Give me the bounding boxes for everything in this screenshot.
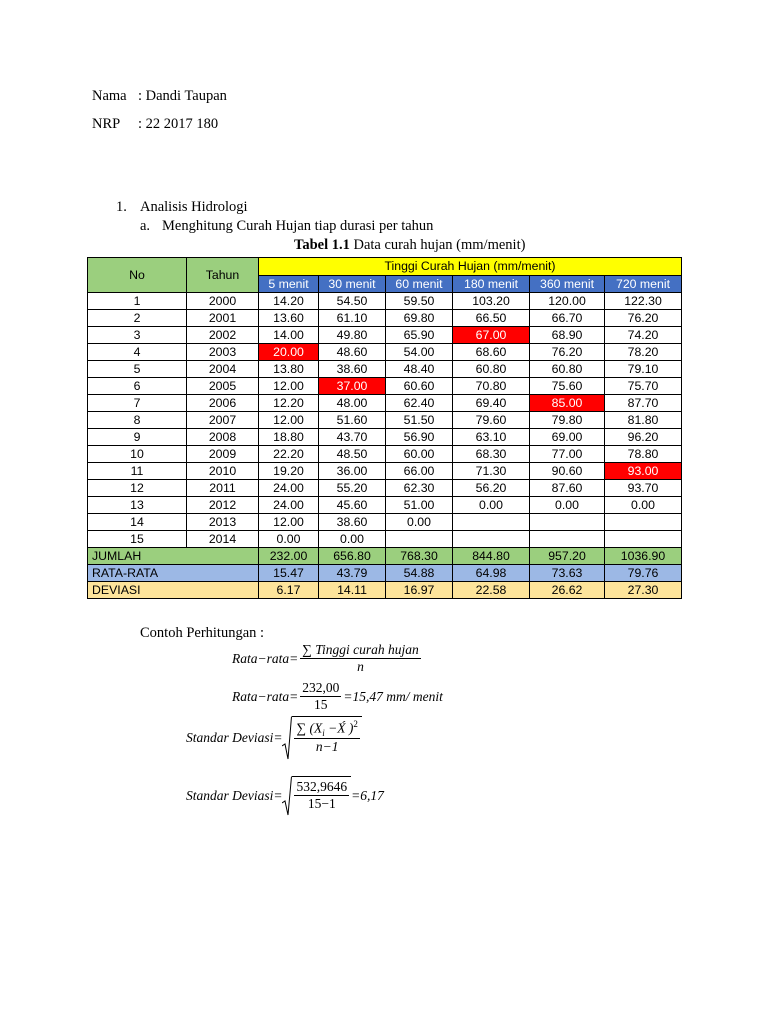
- rainfall-value: 120.00: [530, 293, 605, 310]
- row-number: 14: [88, 514, 187, 531]
- table-row: [88, 344, 682, 361]
- rainfall-value: 56.90: [386, 429, 453, 446]
- formula-stdev-value-fraction: [294, 779, 349, 812]
- rainfall-value: 20.00: [259, 344, 319, 361]
- rainfall-value: 68.60: [453, 344, 530, 361]
- formula-stdev-value-radical: [282, 776, 351, 816]
- table-row: [88, 361, 682, 378]
- rainfall-value: 68.30: [453, 446, 530, 463]
- name-label: Nama: [92, 88, 127, 104]
- radical-sign-icon: [282, 716, 292, 760]
- row-year: 2000: [187, 293, 259, 310]
- row-number: 15: [88, 531, 187, 548]
- rainfall-value: 18.80: [259, 429, 319, 446]
- row-year: 2009: [187, 446, 259, 463]
- section-heading: [116, 199, 248, 216]
- rainfall-value: 60.80: [530, 361, 605, 378]
- row-year: 2012: [187, 497, 259, 514]
- header-no: No: [88, 258, 187, 293]
- rainfall-value: 93.70: [605, 480, 682, 497]
- rainfall-value: 56.20: [453, 480, 530, 497]
- row-number: 13: [88, 497, 187, 514]
- row-year: 2011: [187, 480, 259, 497]
- subsection-letter: a.: [140, 218, 151, 234]
- formula-mean-value-denominator: 15: [314, 697, 328, 712]
- rainfall-value: 45.60: [319, 497, 386, 514]
- nrp-line: [92, 116, 218, 133]
- formula-stdev-fraction: [294, 719, 359, 755]
- rainfall-value: 51.00: [386, 497, 453, 514]
- rainfall-value: 69.00: [530, 429, 605, 446]
- row-number: 3: [88, 327, 187, 344]
- rainfall-value: 48.00: [319, 395, 386, 412]
- rainfall-value: 66.70: [530, 310, 605, 327]
- formula-mean-lhs: Rata−rata=: [232, 650, 299, 666]
- table-row: [88, 531, 682, 548]
- rainfall-table: [87, 257, 682, 599]
- row-number: 8: [88, 412, 187, 429]
- rainfall-value: 48.60: [319, 344, 386, 361]
- summary-value: 14.11: [319, 582, 386, 599]
- row-year: 2007: [187, 412, 259, 429]
- rainfall-value: [605, 514, 682, 531]
- rainfall-value: 36.00: [319, 463, 386, 480]
- example-title: Contoh Perhitungan :: [140, 625, 265, 641]
- table-row: [88, 412, 682, 429]
- rainfall-value: 90.60: [530, 463, 605, 480]
- rainfall-value: 48.50: [319, 446, 386, 463]
- rainfall-value: 76.20: [530, 344, 605, 361]
- row-year: 2003: [187, 344, 259, 361]
- summary-value: 1036.90: [605, 548, 682, 565]
- header-group: Tinggi Curah Hujan (mm/menit): [259, 258, 682, 276]
- formula-stdev-radical: [282, 716, 361, 760]
- summary-value: 26.62: [530, 582, 605, 599]
- rainfall-value: 78.20: [605, 344, 682, 361]
- rainfall-value: [453, 514, 530, 531]
- rainfall-value: 60.00: [386, 446, 453, 463]
- table-caption-text: Data curah hujan (mm/menit): [349, 237, 526, 253]
- rainfall-value: 61.10: [319, 310, 386, 327]
- row-year: 2005: [187, 378, 259, 395]
- summary-value: 79.76: [605, 565, 682, 582]
- summary-value: 22.58: [453, 582, 530, 599]
- rainfall-value: 12.00: [259, 412, 319, 429]
- name-value: : Dandi Taupan: [138, 88, 227, 104]
- rainfall-value: 75.60: [530, 378, 605, 395]
- rainfall-value: 0.00: [530, 497, 605, 514]
- rainfall-value: 38.60: [319, 361, 386, 378]
- row-number: 1: [88, 293, 187, 310]
- rainfall-value: 87.60: [530, 480, 605, 497]
- rainfall-value: 0.00: [386, 514, 453, 531]
- name-line: [92, 88, 227, 105]
- rainfall-value: 67.00: [453, 327, 530, 344]
- rainfall-value: 19.20: [259, 463, 319, 480]
- duration-header: 720 menit: [605, 275, 682, 293]
- rainfall-value: 65.90: [386, 327, 453, 344]
- formula-mean-value-lhs: Rata−rata=: [232, 688, 299, 704]
- rainfall-value: [530, 514, 605, 531]
- table-row: [88, 497, 682, 514]
- duration-header: 30 menit: [319, 275, 386, 293]
- row-number: 2: [88, 310, 187, 327]
- rainfall-value: 14.20: [259, 293, 319, 310]
- rainfall-value: 62.30: [386, 480, 453, 497]
- rainfall-value: 79.80: [530, 412, 605, 429]
- rainfall-value: 0.00: [605, 497, 682, 514]
- row-number: 6: [88, 378, 187, 395]
- formula-mean-numerator: ∑ Tinggi curah hujan: [302, 642, 419, 657]
- rainfall-value: 12.00: [259, 514, 319, 531]
- summary-row: [88, 548, 682, 565]
- formula-stdev-num-sub: i: [322, 728, 325, 739]
- rainfall-value: [530, 531, 605, 548]
- rainfall-value: 54.00: [386, 344, 453, 361]
- rainfall-value: 103.20: [453, 293, 530, 310]
- formula-mean-value-result: =15,47 mm/ menit: [343, 688, 443, 704]
- subsection-title: Menghitung Curah Hujan tiap durasi per tahun: [162, 218, 434, 234]
- summary-value: 16.97: [386, 582, 453, 599]
- table-caption-number: Tabel 1.1: [294, 237, 350, 253]
- summary-value: 15.47: [259, 565, 319, 582]
- table-row: [88, 446, 682, 463]
- rainfall-value: 37.00: [319, 378, 386, 395]
- rainfall-value: 55.20: [319, 480, 386, 497]
- rainfall-value: [605, 531, 682, 548]
- rainfall-value: 76.20: [605, 310, 682, 327]
- row-year: 2014: [187, 531, 259, 548]
- formula-stdev-num-sup: 2: [353, 719, 358, 729]
- row-number: 10: [88, 446, 187, 463]
- rainfall-value: 69.40: [453, 395, 530, 412]
- rainfall-value: 85.00: [530, 395, 605, 412]
- rainfall-value: 66.50: [453, 310, 530, 327]
- rainfall-value: 14.00: [259, 327, 319, 344]
- header-tahun: Tahun: [187, 258, 259, 293]
- row-year: 2013: [187, 514, 259, 531]
- rainfall-value: 79.10: [605, 361, 682, 378]
- rainfall-value: 66.00: [386, 463, 453, 480]
- summary-value: 54.88: [386, 565, 453, 582]
- formula-mean-fraction: [300, 642, 421, 675]
- row-number: 4: [88, 344, 187, 361]
- formula-stdev-value-lhs: Standar Deviasi=: [186, 788, 283, 803]
- rainfall-value: 51.60: [319, 412, 386, 429]
- rainfall-value: 122.30: [605, 293, 682, 310]
- duration-header: 60 menit: [386, 275, 453, 293]
- rainfall-value: 77.00: [530, 446, 605, 463]
- rainfall-value: 79.60: [453, 412, 530, 429]
- rainfall-value: 48.40: [386, 361, 453, 378]
- table-row: [88, 463, 682, 480]
- formula-stdev-value-numerator: 532,9646: [296, 779, 348, 794]
- rainfall-value: 13.80: [259, 361, 319, 378]
- formula-stdev-value-denominator: 15−1: [307, 796, 336, 811]
- table-row: [88, 327, 682, 344]
- duration-header: 5 menit: [259, 275, 319, 293]
- summary-label: RATA-RATA: [88, 565, 259, 582]
- formula-stdev-num-part: ∑ (X: [296, 720, 323, 736]
- summary-value: 768.30: [386, 548, 453, 565]
- duration-header: 360 menit: [530, 275, 605, 293]
- row-year: 2004: [187, 361, 259, 378]
- nrp-label: NRP: [92, 116, 121, 132]
- rainfall-value: 54.50: [319, 293, 386, 310]
- row-number: 5: [88, 361, 187, 378]
- formula-stdev-numerator: [294, 719, 359, 739]
- rainfall-value: 0.00: [259, 531, 319, 548]
- radical-sign-icon: [282, 776, 292, 816]
- section-title: Analisis Hidrologi: [140, 199, 248, 215]
- rainfall-value: 12.00: [259, 378, 319, 395]
- summary-label: JUMLAH: [88, 548, 259, 565]
- rainfall-value: 43.70: [319, 429, 386, 446]
- rainfall-value: 78.80: [605, 446, 682, 463]
- rainfall-value: 49.80: [319, 327, 386, 344]
- rainfall-value: 96.20: [605, 429, 682, 446]
- rainfall-value: 71.30: [453, 463, 530, 480]
- formula-stdev-num-rest: −X́ ): [324, 720, 354, 736]
- row-number: 7: [88, 395, 187, 412]
- summary-row: [88, 582, 682, 599]
- rainfall-value: 13.60: [259, 310, 319, 327]
- formula-stdev-value-result: =6,17: [351, 788, 384, 803]
- summary-value: 232.00: [259, 548, 319, 565]
- row-number: 11: [88, 463, 187, 480]
- summary-value: 6.17: [259, 582, 319, 599]
- rainfall-value: 0.00: [319, 531, 386, 548]
- rainfall-value: 60.80: [453, 361, 530, 378]
- table-row: [88, 310, 682, 327]
- summary-value: 957.20: [530, 548, 605, 565]
- formula-mean-value: [232, 680, 443, 713]
- rainfall-value: 0.00: [453, 497, 530, 514]
- rainfall-value: 51.50: [386, 412, 453, 429]
- summary-value: 73.63: [530, 565, 605, 582]
- formula-mean-value-fraction: [300, 680, 341, 713]
- duration-header: 180 menit: [453, 275, 530, 293]
- section-number: 1.: [116, 199, 127, 215]
- rainfall-value: 63.10: [453, 429, 530, 446]
- subsection-heading: [140, 218, 433, 235]
- rainfall-value: 69.80: [386, 310, 453, 327]
- rainfall-value: 81.80: [605, 412, 682, 429]
- rainfall-value: 24.00: [259, 497, 319, 514]
- table-row: [88, 293, 682, 310]
- formula-mean-denominator: n: [357, 659, 364, 674]
- table-caption: [294, 237, 525, 254]
- formula-stdev-lhs: Standar Deviasi=: [186, 730, 283, 745]
- row-year: 2002: [187, 327, 259, 344]
- rainfall-value: 68.90: [530, 327, 605, 344]
- rainfall-value: 87.70: [605, 395, 682, 412]
- rainfall-value: 93.00: [605, 463, 682, 480]
- row-year: 2010: [187, 463, 259, 480]
- formula-stdev-value: [186, 776, 384, 816]
- formula-mean-value-numerator: 232,00: [302, 680, 340, 695]
- rainfall-value: 22.20: [259, 446, 319, 463]
- rainfall-value: 74.20: [605, 327, 682, 344]
- table-row: [88, 395, 682, 412]
- table-row: [88, 514, 682, 531]
- rainfall-value: 75.70: [605, 378, 682, 395]
- table-row: [88, 378, 682, 395]
- summary-label: DEVIASI: [88, 582, 259, 599]
- row-year: 2001: [187, 310, 259, 327]
- summary-value: 43.79: [319, 565, 386, 582]
- formula-stdev-denominator: n−1: [315, 739, 339, 755]
- summary-value: 64.98: [453, 565, 530, 582]
- formula-stdev: [186, 716, 362, 760]
- rainfall-value: 38.60: [319, 514, 386, 531]
- row-number: 12: [88, 480, 187, 497]
- rainfall-value: [453, 531, 530, 548]
- nrp-value: : 22 2017 180: [138, 116, 219, 132]
- rainfall-value: 59.50: [386, 293, 453, 310]
- table-row: [88, 480, 682, 497]
- rainfall-value: 62.40: [386, 395, 453, 412]
- summary-value: 656.80: [319, 548, 386, 565]
- rainfall-value: 70.80: [453, 378, 530, 395]
- summary-value: 27.30: [605, 582, 682, 599]
- table-row: [88, 429, 682, 446]
- summary-row: [88, 565, 682, 582]
- rainfall-value: 24.00: [259, 480, 319, 497]
- row-number: 9: [88, 429, 187, 446]
- rainfall-value: 12.20: [259, 395, 319, 412]
- rainfall-value: 60.60: [386, 378, 453, 395]
- row-year: 2008: [187, 429, 259, 446]
- summary-value: 844.80: [453, 548, 530, 565]
- table-body: [88, 293, 682, 599]
- row-year: 2006: [187, 395, 259, 412]
- rainfall-value: [386, 531, 453, 548]
- formula-mean: [232, 642, 423, 675]
